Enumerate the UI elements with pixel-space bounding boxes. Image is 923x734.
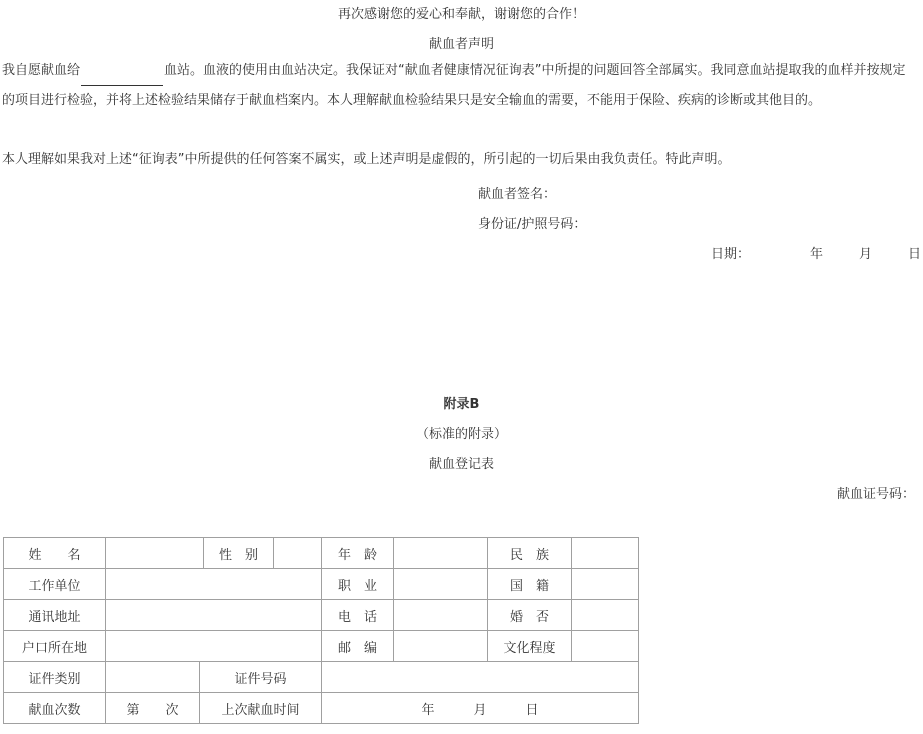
last-day: 日: [525, 702, 539, 718]
address-field[interactable]: [106, 600, 322, 631]
employer-label: 工作单位: [4, 569, 106, 600]
signature-label: 献血者签名：: [478, 187, 557, 202]
last-month: 月: [473, 702, 487, 718]
appendix-title: 附录B: [443, 397, 480, 412]
ethnicity-label: 民 族: [488, 538, 572, 569]
donation-count-label: 献血次数: [4, 693, 106, 724]
postcode-label: 邮 编: [322, 631, 394, 662]
marital-field[interactable]: [572, 600, 639, 631]
age-field[interactable]: [394, 538, 488, 569]
table-row: [4, 631, 639, 662]
nationality-label: 国 籍: [488, 569, 572, 600]
id-number-label: 身份证/护照号码：: [478, 217, 587, 232]
name-field[interactable]: [106, 538, 204, 569]
date-day: 日: [908, 247, 922, 262]
phone-field[interactable]: [394, 600, 488, 631]
occupation-label: 职 业: [322, 569, 394, 600]
id-type-field[interactable]: [106, 662, 200, 693]
education-field[interactable]: [572, 631, 639, 662]
table-row: [4, 569, 639, 600]
phone-label: 电 话: [322, 600, 394, 631]
occupation-field[interactable]: [394, 569, 488, 600]
blood-station-blank: [81, 71, 163, 86]
date-month: 月: [859, 247, 873, 262]
gender-label: 性 别: [204, 538, 274, 569]
table-row: [4, 600, 639, 631]
table-row: [4, 693, 639, 724]
date-label: 日期：: [711, 247, 751, 262]
hukou-field[interactable]: [106, 631, 322, 662]
marital-label: 婚 否: [488, 600, 572, 631]
last-donation-field[interactable]: [322, 693, 639, 724]
declaration-p1-start: 我自愿献血给: [2, 63, 81, 78]
name-label: 姓 名: [4, 538, 106, 569]
declaration-paragraph-2: 本人理解如果我对上述“征询表”中所提供的任何答案不属实，或上述声明是虚假的，所引起的一切后果由我负责任。特此声明。: [2, 152, 731, 167]
declaration-title: 献血者声明: [428, 37, 494, 52]
appendix-subtitle: （标准的附录）: [415, 427, 507, 442]
donation-count-field[interactable]: [106, 693, 200, 724]
registration-table: [3, 537, 639, 724]
ethnicity-field[interactable]: [572, 538, 639, 569]
address-label: 通讯地址: [4, 600, 106, 631]
count-ci: 次: [165, 702, 179, 718]
certificate-number-label: 献血证号码：: [837, 487, 916, 502]
gender-field[interactable]: [274, 538, 322, 569]
date-year: 年: [810, 247, 824, 262]
hukou-label: 户口所在地: [4, 631, 106, 662]
id-number-field[interactable]: [322, 662, 639, 693]
table-row: [4, 538, 639, 569]
thanks-line: 再次感谢您的爱心和奉献，谢谢您的合作！: [337, 7, 585, 22]
postcode-field[interactable]: [394, 631, 488, 662]
form-title: 献血登记表: [428, 457, 494, 472]
table-row: [4, 662, 639, 693]
declaration-p1-rest: 血站。血液的使用由血站决定。我保证对“献血者健康情况征询表”中所提的问题回答全部属实。我同意血站提取我的血样并按规定的项目进行检验，并将上述检验结果储存于献血档案内。本人理解献血检验结果只是安全输血的需要，不能用于保险、疾病的诊断或其他目的。: [2, 63, 906, 108]
last-year: 年: [421, 702, 435, 718]
last-donation-label: 上次献血时间: [200, 693, 322, 724]
education-label: 文化程度: [488, 631, 572, 662]
count-di: 第: [126, 702, 140, 718]
id-number-table-label: 证件号码: [200, 662, 322, 693]
declaration-paragraph-1: [2, 56, 917, 116]
id-type-label: 证件类别: [4, 662, 106, 693]
nationality-field[interactable]: [572, 569, 639, 600]
age-label: 年 龄: [322, 538, 394, 569]
employer-field[interactable]: [106, 569, 322, 600]
